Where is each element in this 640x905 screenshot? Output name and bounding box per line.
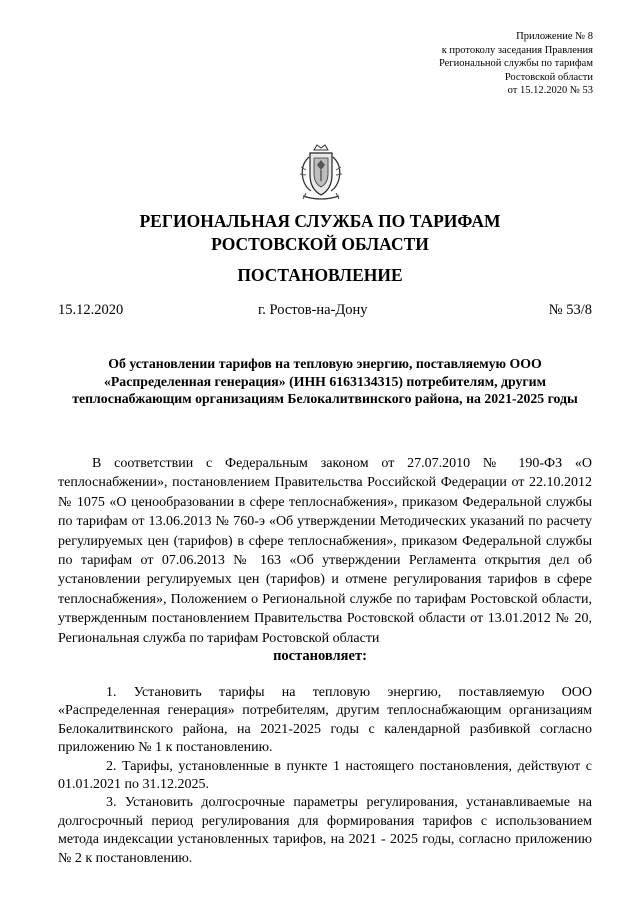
- clause-item: 1. Установить тарифы на тепловую энергию, поставляемую ООО «Распределенная генерация» потребителям, другим теплоснабжающим организациям Белокалитвинского района, на 2021-2025 годы с календарной разбивкой согласно приложению № 1 к постановлению.: [58, 685, 592, 756]
- appendix-line: Ростовской области: [504, 71, 593, 83]
- clauses-list: [58, 684, 592, 868]
- preamble-paragraph: В соответствии с Федеральным законом от 27.07.2010 № 190-ФЗ «О теплоснабжении», постановлением Правительства Российской Федерации от 22.10.2012 № 1075 «О ценообразовании в сфере теплоснабжения», приказом Федеральной службы по тарифам от 13.06.2013 № 760-э «Об утверждении Методических указаний по расчету регулируемых цен (тарифов) в сфере теплоснабжения», приказом Федеральной службы по тарифам от 07.06.2013 № 163 «Об утверждении Регламента открытия дел об установлении регулируемых цен (тарифов) и отмене регулирования тарифов в сфере теплоснабжения», Положением о Региональной службе по тарифам Ростовской области, утвержденным постановлением Правительства Ростовской области от 13.01.2012 № 20, Региональная служба по тарифам Ростовской области: [58, 456, 592, 646]
- organization-line: РОСТОВСКОЙ ОБЛАСТИ: [211, 234, 429, 254]
- document-number: № 53/8: [548, 302, 592, 318]
- document-meta: [58, 302, 592, 322]
- appendix-line: Приложение № 8: [516, 31, 593, 42]
- clause-item: 2. Тарифы, установленные в пункте 1 настоящего постановления, действуют с 01.01.2021 по 31.12.2025.: [58, 758, 592, 793]
- document-city: г. Ростов-на-Дону: [258, 302, 368, 318]
- organization-title: [0, 210, 640, 256]
- appendix-note: [439, 30, 593, 98]
- clause-item: 3. Установить долгосрочные параметры регулирования, устанавливаемые на долгосрочный период регулирования для формирования тарифов с использованием метода индексации установленных тарифов, на 2021 - 2025 годы, согласно приложению № 2 к постановлению.: [58, 795, 592, 866]
- appendix-line: от 15.12.2020 № 53: [507, 85, 593, 97]
- document-date: 15.12.2020: [58, 302, 124, 318]
- resolves-heading: постановляет:: [273, 648, 367, 664]
- document-subject: Об установлении тарифов на тепловую энергию, поставляемую ООО «Распределенная генерация» (ИНН 6163134315) потребителям, другим теплоснабжающим организациям Белокалитвинского района, на 2021-2025 годы: [72, 356, 578, 406]
- organization-line: РЕГИОНАЛЬНАЯ СЛУЖБА ПО ТАРИФАМ: [139, 211, 501, 231]
- coat-of-arms-icon: [295, 143, 347, 203]
- document-type: ПОСТАНОВЛЕНИЕ: [237, 265, 403, 285]
- appendix-line: Региональной службы по тарифам: [438, 58, 593, 70]
- appendix-line: к протоколу заседания Правления: [441, 44, 593, 56]
